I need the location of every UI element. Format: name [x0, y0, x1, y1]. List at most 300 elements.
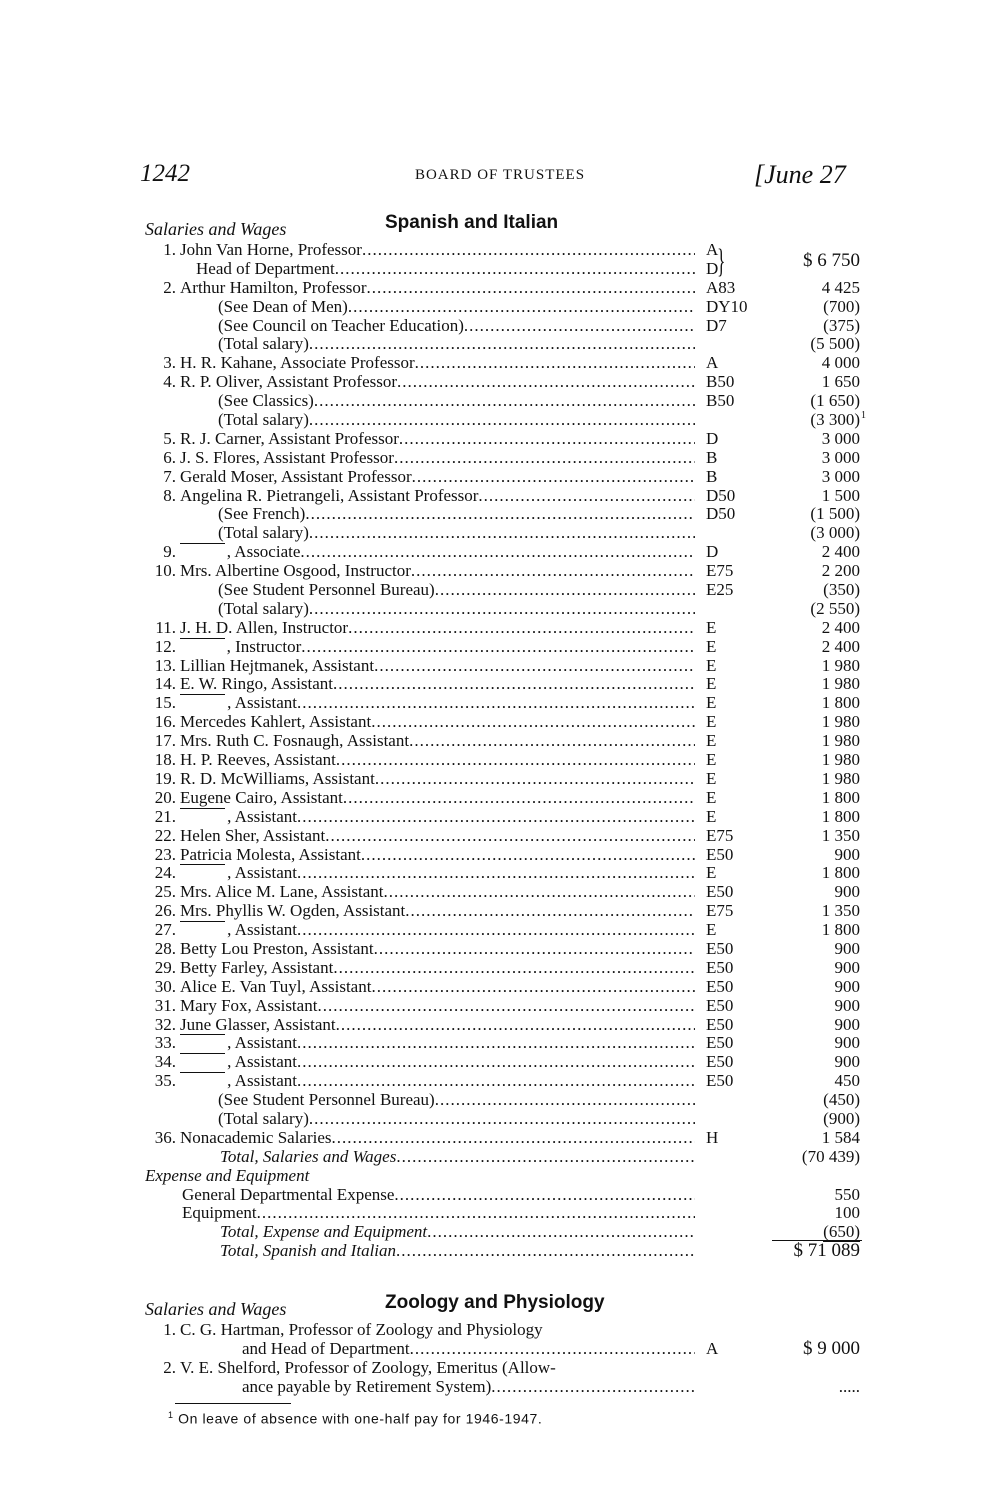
dot-leader [314, 392, 695, 411]
table-row [0, 1167, 1000, 1186]
table-row [0, 1148, 1000, 1167]
row-text: R. D. McWilliams, Assistant [180, 769, 375, 788]
row-code: E [706, 674, 717, 694]
row-code: D7 [706, 315, 727, 335]
row-number: 13. [154, 655, 176, 675]
row-description [218, 1110, 695, 1129]
row-text: V. E. Shelford, Professor of Zoology, Emeritus (Allow- [180, 1358, 556, 1377]
row-text: Equipment [182, 1204, 257, 1223]
row-amount [760, 770, 860, 789]
amount-value: 1 800 [821, 863, 860, 883]
row-amount [760, 1053, 860, 1072]
row-description [180, 940, 695, 959]
dot-leader [491, 1378, 695, 1397]
row-number: 6. [163, 447, 176, 467]
row-text: General Departmental Expense [182, 1185, 395, 1204]
row-description [180, 373, 695, 392]
table-row [0, 543, 1000, 562]
row-number: 2. [163, 277, 176, 297]
row-number: 25. [154, 882, 176, 902]
dot-leader [394, 449, 695, 468]
row-description [180, 675, 695, 694]
row-description [220, 1148, 695, 1167]
row-amount [760, 675, 860, 694]
row-description [180, 241, 695, 260]
dot-leader [332, 1129, 695, 1148]
blank-name-line [180, 864, 225, 883]
table-row [0, 1091, 1000, 1110]
dot-leader [405, 902, 695, 921]
row-code: E50 [706, 844, 734, 864]
row-number: 21. [154, 806, 176, 826]
row-description [218, 524, 695, 543]
dot-leader [348, 298, 695, 317]
dot-leader [297, 1034, 695, 1053]
dot-leader [297, 808, 695, 827]
row-description [180, 449, 695, 468]
row-number: 30. [154, 976, 176, 996]
row-description [220, 1223, 695, 1242]
row-amount [760, 902, 860, 921]
row-text: C. G. Hartman, Professor of Zoology and Physiology [180, 1321, 543, 1339]
row-description [218, 392, 695, 411]
amount-value: 1 980 [821, 712, 860, 732]
amount-value: 100 [834, 1203, 860, 1223]
row-amount [760, 789, 860, 808]
row-amount [760, 487, 860, 506]
row-amount [760, 449, 860, 468]
dot-leader [309, 335, 695, 354]
table-row [0, 789, 1000, 808]
amount-value: 4 425 [821, 277, 860, 297]
row-description [180, 846, 695, 865]
amount-value: $ 71 089 [793, 1240, 860, 1262]
row-text: , Assistant [227, 1034, 298, 1053]
row-amount [760, 600, 860, 619]
row-text: Patricia Molesta, Assistant [180, 845, 361, 864]
row-description [180, 997, 695, 1016]
row-text: (See Council on Teacher Education) [218, 316, 464, 335]
table-row [0, 279, 1000, 298]
row-text: (Total salary) [218, 524, 309, 543]
amount-value: 1 980 [821, 674, 860, 694]
footnote-rule [175, 1403, 291, 1404]
row-code: E [706, 787, 717, 807]
row-text: John Van Horne, Professor [180, 241, 362, 259]
blank-name-line [180, 921, 225, 940]
running-date: [June 27 [754, 160, 846, 189]
row-text: Mrs. Alice M. Lane, Assistant [180, 883, 384, 902]
row-description [180, 1016, 695, 1035]
dot-leader [435, 1091, 695, 1110]
row-amount [760, 543, 860, 562]
row-description [180, 827, 695, 846]
row-number: 26. [154, 901, 176, 921]
amount-value: $ 9 000 [803, 1337, 860, 1359]
row-code: E [706, 655, 717, 675]
row-code: E [706, 806, 717, 826]
table-row [0, 1204, 1000, 1223]
amount-value: 1 800 [821, 920, 860, 940]
row-text: Mrs. Albertine Osgood, Instructor [180, 562, 411, 581]
table-row [0, 335, 1000, 354]
section-label: Salaries and Wages [145, 1299, 287, 1319]
dot-leader [309, 524, 695, 543]
row-number: 28. [154, 938, 176, 958]
row-text: , Assistant [227, 921, 298, 940]
row-number: 36. [154, 1127, 176, 1147]
section-title: Zoology and Physiology [385, 1292, 605, 1313]
row-code: B [706, 466, 718, 486]
footnote [168, 1410, 542, 1427]
dot-leader [297, 1053, 695, 1072]
amount-value: (2 550) [810, 598, 860, 618]
table-row [0, 770, 1000, 789]
row-text: Helen Sher, Assistant [180, 826, 326, 845]
row-code: E50 [706, 1071, 734, 1091]
row-description [180, 468, 695, 487]
dot-leader [305, 505, 695, 524]
footnote-marker: 1 [168, 1410, 174, 1420]
dot-leader [415, 354, 695, 373]
dot-leader [309, 411, 695, 430]
amount-value: 1 584 [821, 1127, 860, 1147]
row-text: Mrs. Ruth C. Fosnaugh, Assistant [180, 732, 410, 751]
dot-leader [297, 864, 695, 883]
table-row [0, 600, 1000, 619]
table-row [0, 864, 1000, 883]
row-description [180, 657, 695, 676]
row-number: 29. [154, 957, 176, 977]
row-description [180, 959, 695, 978]
dot-leader [325, 827, 695, 846]
table-row [0, 354, 1000, 373]
amount-value: 550 [834, 1184, 860, 1204]
row-code: E50 [706, 882, 734, 902]
row-description [218, 505, 695, 524]
amount-value: (700) [823, 296, 860, 316]
row-description [180, 279, 695, 298]
row-amount [760, 997, 860, 1016]
row-code: B50 [706, 372, 735, 392]
row-amount [760, 1242, 860, 1261]
blank-name-line [180, 1072, 225, 1091]
row-number: 1. [163, 240, 176, 259]
amount-value: (1 650) [810, 391, 860, 411]
row-amount [760, 846, 860, 865]
table-row [0, 298, 1000, 317]
amount-value: 1 980 [821, 655, 860, 675]
table-row [0, 392, 1000, 411]
row-code: E75 [706, 561, 734, 581]
amount-value: (375) [823, 315, 860, 335]
row-text: Head of Department [196, 259, 335, 278]
row-text: (Total salary) [218, 1109, 309, 1128]
row-amount [760, 392, 860, 411]
row-number: 3. [163, 353, 176, 373]
row-number: 33. [154, 1033, 176, 1053]
brace-symbol: } [717, 243, 726, 280]
row-description [180, 430, 695, 449]
row-amount [760, 694, 860, 713]
dot-leader [374, 940, 695, 959]
row-amount [760, 279, 860, 298]
table-row [0, 1016, 1000, 1035]
row-amount [760, 1091, 860, 1110]
row-text: Betty Lou Preston, Assistant [180, 939, 374, 958]
table-row [0, 694, 1000, 713]
amount-value: 900 [834, 938, 860, 958]
table-row [0, 846, 1000, 865]
dot-leader [371, 713, 695, 732]
row-text: , Assistant [227, 694, 298, 713]
row-amount [760, 827, 860, 846]
row-amount [760, 1110, 860, 1129]
row-description [180, 921, 695, 940]
row-code: A [706, 240, 719, 259]
amount-value: (70 439) [801, 1146, 860, 1166]
row-amount [760, 430, 860, 449]
row-code: E50 [706, 976, 734, 996]
table-row [0, 675, 1000, 694]
table-row [0, 581, 1000, 600]
row-description [180, 619, 695, 638]
row-amount [760, 921, 860, 940]
row-text: Total, Spanish and Italian [220, 1242, 397, 1261]
row-code: E50 [706, 938, 734, 958]
row-text: (See French) [218, 505, 306, 524]
row-amount [760, 468, 860, 487]
row-code: E [706, 693, 717, 713]
footnote-text: On leave of absence with one-half pay for 1946-1947. [178, 1410, 543, 1427]
table-row [0, 487, 1000, 506]
dot-leader [336, 1016, 695, 1035]
john-van-horne-amount: $ 6 750 [803, 250, 860, 271]
table-row [0, 808, 1000, 827]
amount-value: 4 000 [821, 353, 860, 373]
row-text: and Head of Department [242, 1339, 410, 1358]
row-text: J. S. Flores, Assistant Professor [180, 448, 394, 467]
table-row [0, 751, 1000, 770]
dot-leader [375, 770, 695, 789]
row-description [180, 354, 695, 373]
table-row [0, 921, 1000, 940]
row-description [180, 1321, 695, 1340]
amount-value: 2 200 [821, 561, 860, 581]
table-row [0, 1053, 1000, 1072]
row-text: Arthur Hamilton, Professor [180, 278, 367, 297]
row-code: H [706, 1127, 719, 1147]
row-code: D50 [706, 485, 736, 505]
row-text: (Total salary) [218, 599, 309, 618]
dot-leader [394, 1186, 695, 1205]
row-description [180, 1034, 695, 1053]
amount-value: (450) [823, 1090, 860, 1110]
row-description [180, 1359, 695, 1378]
row-description [218, 317, 695, 336]
dot-leader [399, 430, 695, 449]
amount-value: 1 980 [821, 731, 860, 751]
dot-leader [317, 997, 695, 1016]
footnote-reference: 1 [861, 410, 866, 422]
row-description [145, 1167, 695, 1186]
table-row [0, 468, 1000, 487]
row-code: A [706, 353, 719, 373]
row-text: E. W. Ringo, Assistant [180, 675, 334, 694]
page-header [0, 160, 1000, 192]
amount-value: 900 [834, 1014, 860, 1034]
row-text: (See Student Personnel Bureau) [218, 1091, 435, 1110]
row-text: Total, Salaries and Wages [220, 1147, 397, 1166]
amount-value: 900 [834, 844, 860, 864]
row-number: 32. [154, 1014, 176, 1034]
dot-leader [464, 317, 695, 336]
spanish-salary-list [0, 241, 1000, 1261]
section-title: Spanish and Italian [385, 212, 559, 233]
row-number: 5. [163, 428, 176, 448]
table-row [0, 997, 1000, 1016]
row-amount [760, 335, 860, 354]
table-row [0, 373, 1000, 392]
row-description [180, 543, 695, 562]
amount-value: 1 350 [821, 901, 860, 921]
row-amount [760, 1204, 860, 1223]
row-description [180, 883, 695, 902]
dot-leader [410, 1340, 695, 1359]
dot-leader [301, 638, 695, 657]
amount-value: 1 980 [821, 750, 860, 770]
table-row [0, 1242, 1000, 1261]
amount-value: 900 [834, 976, 860, 996]
row-text: Nonacademic Salaries [180, 1128, 332, 1147]
row-code: E [706, 617, 717, 637]
amount-value: 900 [834, 882, 860, 902]
row-amount [760, 959, 860, 978]
row-description [180, 864, 695, 883]
row-number: 17. [154, 731, 176, 751]
table-row [0, 619, 1000, 638]
row-amount [760, 373, 860, 392]
row-text: Expense and Equipment [145, 1166, 310, 1185]
dot-leader [384, 883, 695, 902]
table-row [0, 883, 1000, 902]
table-row [0, 411, 1000, 430]
row-number: 7. [163, 466, 176, 486]
row-number: 22. [154, 825, 176, 845]
table-row [0, 317, 1000, 336]
amount-value: (3 000) [810, 523, 860, 543]
row-code: E [706, 863, 717, 883]
row-description [196, 260, 695, 279]
dot-leader [409, 732, 695, 751]
dot-leader [348, 619, 695, 638]
row-code: E25 [706, 580, 734, 600]
blank-name-line [180, 1053, 225, 1072]
amount-value: 3 000 [821, 447, 860, 467]
blank-name-line [180, 808, 225, 827]
row-text: Angelina R. Pietrangeli, Assistant Professor [180, 486, 479, 505]
dot-leader [309, 1110, 695, 1129]
dot-leader [371, 978, 695, 997]
row-description [180, 1129, 695, 1148]
table-row [0, 827, 1000, 846]
table-row [0, 505, 1000, 524]
dot-leader [336, 751, 695, 770]
amount-value: 450 [834, 1071, 860, 1091]
amount-value: (5 500) [810, 334, 860, 354]
amount-value: 2 400 [821, 617, 860, 637]
amount-value: 900 [834, 1033, 860, 1053]
amount-value: 1 650 [821, 372, 860, 392]
row-description [182, 1204, 695, 1223]
dot-leader [333, 675, 695, 694]
row-text: (See Dean of Men) [218, 297, 348, 316]
row-amount [760, 354, 860, 373]
row-number: 12. [154, 636, 176, 656]
amount-value: 900 [834, 957, 860, 977]
table-row [0, 959, 1000, 978]
dot-leader [412, 468, 695, 487]
dot-leader [343, 789, 695, 808]
row-code: D [706, 428, 719, 448]
row-amount [760, 751, 860, 770]
row-text: Betty Farley, Assistant [180, 958, 334, 977]
blank-name-line [180, 638, 225, 657]
row-text: Mrs. Phyllis W. Ogden, Assistant [180, 902, 406, 921]
table-row [0, 1337, 1000, 1359]
dot-leader [396, 1148, 695, 1167]
row-description [180, 1072, 695, 1091]
row-text: , Instructor [226, 637, 302, 656]
amount-value: 900 [834, 995, 860, 1015]
row-code: E50 [706, 995, 734, 1015]
row-text: H. R. Kahane, Associate Professor [180, 354, 415, 373]
row-amount [760, 638, 860, 657]
section-heading-zoology [145, 1290, 865, 1320]
dot-leader [367, 279, 695, 298]
row-description [180, 978, 695, 997]
dot-leader [397, 373, 695, 392]
row-description [242, 1378, 695, 1397]
table-row [0, 1129, 1000, 1148]
zoology-salary-list [0, 1321, 1000, 1397]
row-number: 15. [154, 693, 176, 713]
row-text: R. J. Carner, Assistant Professor [180, 429, 399, 448]
table-row [0, 713, 1000, 732]
row-text: Mary Fox, Assistant [180, 996, 318, 1015]
row-code: A [706, 1338, 719, 1358]
row-description [218, 1091, 695, 1110]
table-row [0, 1110, 1000, 1129]
page-number: 1242 [140, 160, 190, 187]
row-text: (Total salary) [218, 335, 309, 354]
row-text: (See Classics) [218, 392, 314, 411]
table-row [0, 1072, 1000, 1091]
amount-value: 3 000 [821, 466, 860, 486]
row-code: E75 [706, 901, 734, 921]
row-description [242, 1340, 695, 1359]
table-row [0, 1378, 1000, 1397]
row-description [180, 638, 695, 657]
row-number: 4. [163, 372, 176, 392]
row-code: E50 [706, 1052, 734, 1072]
amount-value: 2 400 [821, 542, 860, 562]
dot-leader [333, 959, 695, 978]
row-amount [760, 317, 860, 336]
row-code: A83 [706, 277, 736, 297]
dot-leader [257, 1204, 695, 1223]
row-description [180, 789, 695, 808]
